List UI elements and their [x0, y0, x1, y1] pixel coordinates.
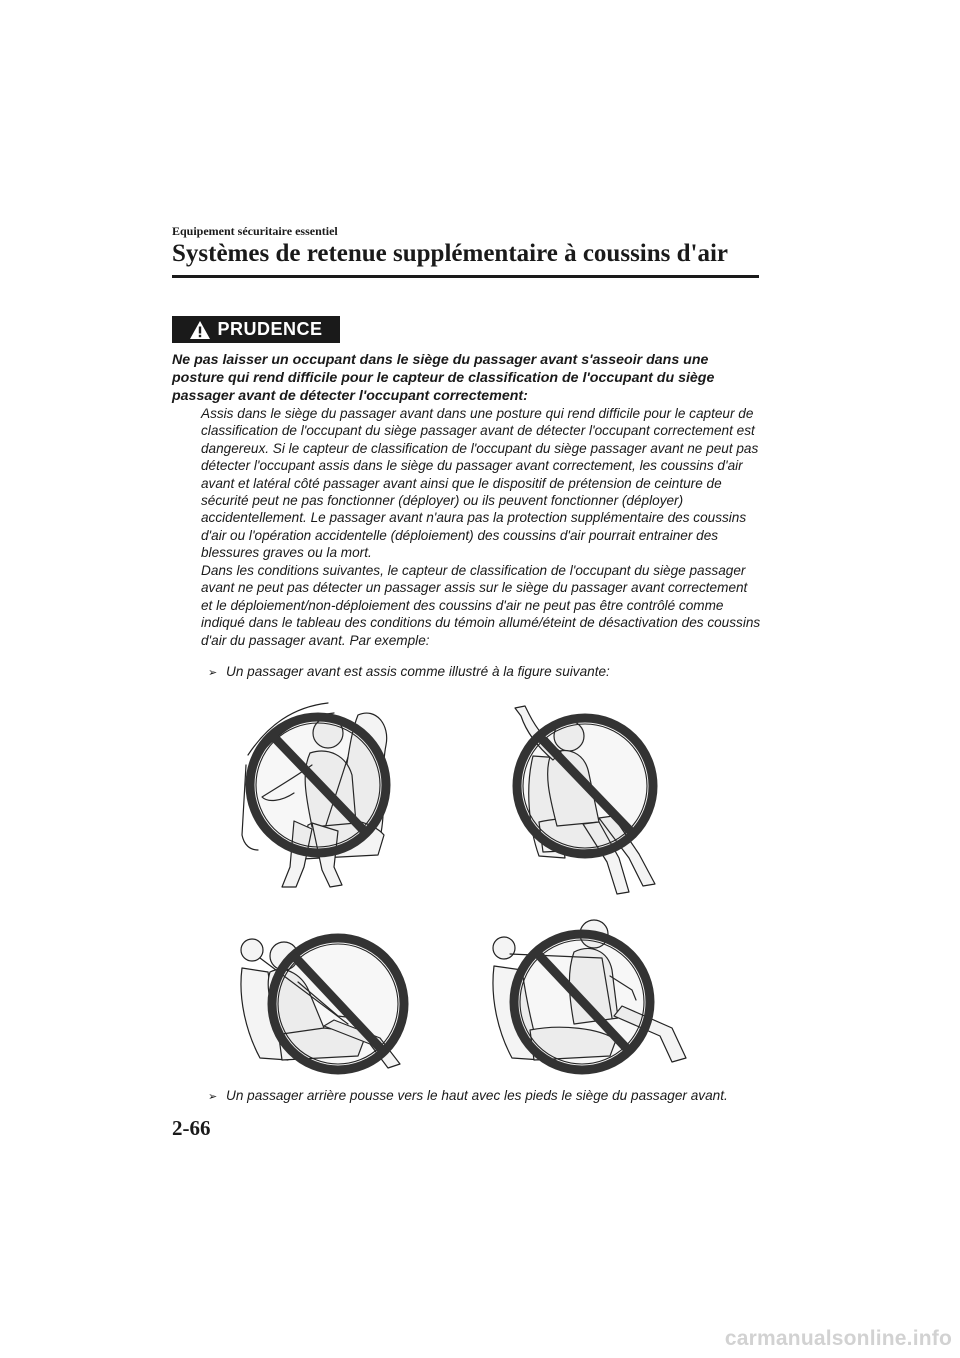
- headrest: [493, 937, 515, 959]
- bullet-item: [208, 1087, 728, 1106]
- bullet-text: Un passager arrière pousse vers le haut avec les pieds le siège du passager avant.: [226, 1088, 728, 1103]
- warning-paragraph-2: Dans les conditions suivantes, le capteur de classification de l'occupant du siège passager avant ne peut pas détecter un passager assis sur le siège du passager avant correctement et le déploiement/non-déploiement des coussins d'air ne peut pas être contrôlé comme indiqué dans le tableau des conditions du témoin allumé/éteint de désactivation des coussins d'air du passager avant. Par exemple:: [201, 563, 761, 648]
- watermark: carmanualsonline.info: [724, 1327, 952, 1350]
- warning-heading: Ne pas laisser un occupant dans le siège du passager avant s'asseoir dans une posture qui rend difficile pour le capteur de classification de l'occupant du siège passager avant de détecter l'occupant correctement:: [172, 352, 715, 404]
- title-rule: [172, 275, 759, 278]
- bullet-item: [208, 663, 610, 682]
- figure-arm-raised: [503, 698, 663, 903]
- figure-leaning-against-door: [238, 695, 398, 900]
- warning-paragraph-1: Assis dans le siège du passager avant dans une posture qui rend difficile pour le capteur de classification de l'occupant du siège passager avant de détecter l'occupant correctement est dangereux. Si le capteur de classification de l'occupant du siège passager avant ne peut pas détecter l'occupant assis dans le siège du passager avant correctement, les coussins d'air avant et latéral côté passager avant ainsi que le dispositif de prétension de ceinture de sécurité peut ne pas fonctionner (déployer) ou ils peuvent fonctionner (déployer) accidentellement. Le passager avant n'aura pas la protection supplémentaire des coussins d'air ou l'opération accidentelle (déploiement) des coussins d'air pourrait entrainer des blessures graves ou la mort.: [201, 406, 759, 561]
- section-label: Equipement sécuritaire essentiel: [172, 224, 338, 238]
- page-number: 2-66: [172, 1116, 211, 1140]
- bullet-arrow-icon: ➢: [208, 1091, 218, 1103]
- bullet-arrow-icon: ➢: [208, 667, 218, 679]
- figure-feet-up: [490, 918, 690, 1083]
- figure-leaning-forward: [238, 928, 410, 1083]
- warning-triangle-icon: [189, 319, 211, 341]
- caution-banner: [172, 316, 340, 343]
- caution-label: PRUDENCE: [217, 319, 323, 339]
- bullet-text: Un passager avant est assis comme illustré à la figure suivante:: [226, 664, 610, 679]
- page-title: Systèmes de retenue supplémentaire à coussins d'air: [172, 240, 729, 267]
